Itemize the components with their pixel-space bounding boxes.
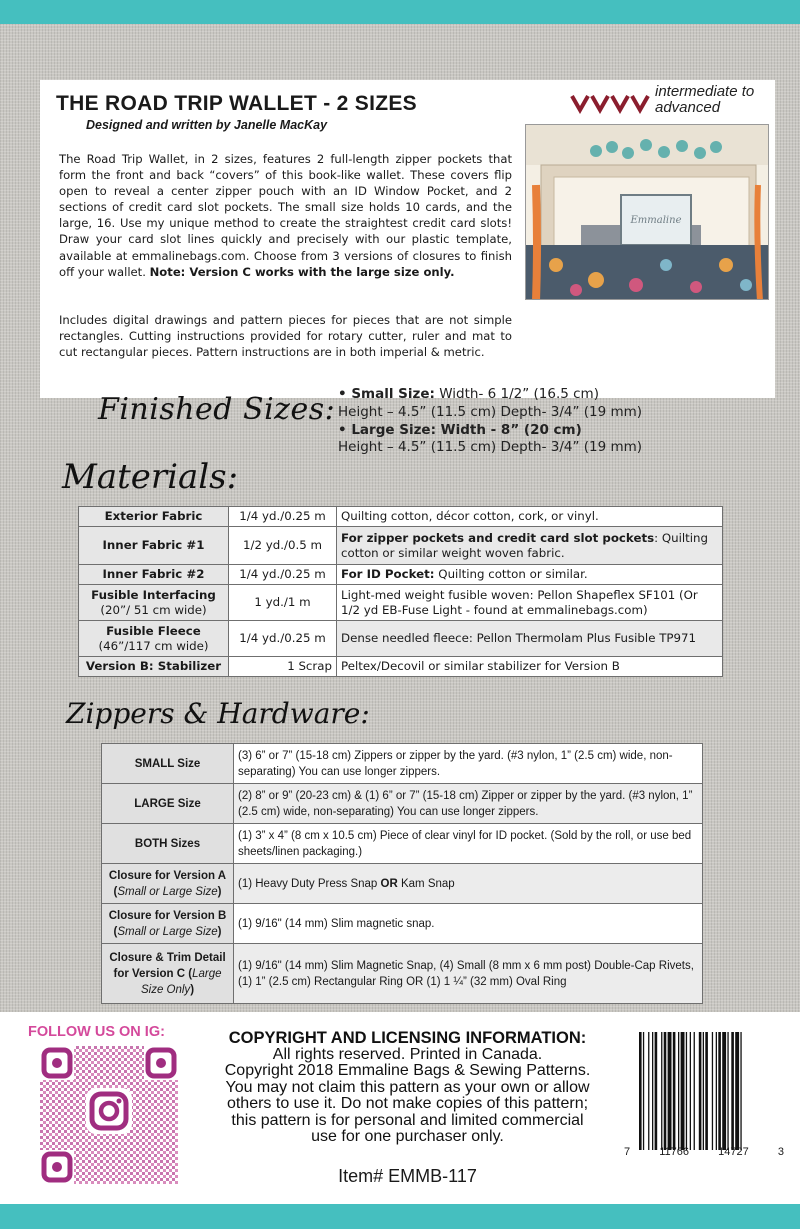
large-size-dimensions: Height – 4.5” (11.5 cm) Depth- 3/4” (19 mm): [338, 439, 643, 456]
hardware-name: Closure for Version A (Small or Large Size): [102, 864, 234, 904]
hardware-name: Closure & Trim Detail for Version C (Large Size Only): [102, 944, 234, 1004]
item-number: Item# EMMB-117: [338, 1166, 477, 1186]
page-subtitle: Designed and written by Janelle MacKay: [86, 118, 328, 132]
small-size-dimensions: Height – 4.5” (11.5 cm) Depth- 3/4” (19 mm): [338, 403, 643, 420]
barcode-digits: [624, 1146, 784, 1158]
bottom-teal-band: [0, 1204, 800, 1229]
material-qty: 1/4 yd./0.25 m: [229, 507, 337, 527]
material-desc-text: Dense needled fleece: Pellon Thermolam Plus Fusible TP971: [341, 631, 697, 645]
zippers-hardware-table: [101, 743, 703, 1004]
material-desc: [337, 621, 723, 657]
material-desc-bold: For zipper pockets and credit card slot pockets: [341, 530, 655, 545]
barcode-digit-group: 14727: [718, 1146, 749, 1158]
table-row: [79, 565, 723, 585]
copyright-line: Copyright 2018 Emmaline Bags & Sewing Patterns.: [224, 1062, 591, 1079]
intro-paragraph: [59, 151, 512, 280]
barcode-digit-group: 3: [777, 1146, 784, 1158]
material-name-line2: (46”/117 cm wide): [98, 638, 209, 653]
large-size-line: [338, 422, 758, 440]
copyright-line: You may not claim this pattern as your own or allow: [225, 1078, 590, 1096]
hardware-desc: [234, 864, 703, 904]
hardware-name: SMALL Size: [102, 744, 234, 784]
intro-paragraph-2: Includes digital drawings and pattern pieces for pieces that are not simple rectangles. Cutting instructions provided for rotary cutter, ruler and mat to cut rectangular pieces. Pattern instructions are in both imperial & metric.: [59, 313, 512, 360]
material-qty: 1/2 yd./0.5 m: [229, 527, 337, 565]
table-row: [79, 507, 723, 527]
material-desc: [337, 657, 723, 677]
barcode-digit-group: 11766: [659, 1146, 690, 1158]
svg-text:Emmaline: Emmaline: [630, 215, 682, 226]
material-name-line2: (20”/ 51 cm wide): [100, 602, 207, 617]
material-desc-bold: For ID Pocket:: [341, 567, 435, 581]
intro-text: The Road Trip Wallet, in 2 sizes, features 2 full-length zipper pockets that form the front and back “covers” of this book-like wallet. These covers flip open to reveal a center zipper pouch with an ID Window Pocket, and 2 sections of credit card slot pockets. The small size holds 10 cards, and the large, 16. Use my unique method to create the straightest credit card slots! Draw your card slot lines quickly and precisely with our plastic template, available at emmalinebags.com. Choose from 3 versions of closures to finish off your wallet.: [59, 152, 512, 279]
small-size-width: Width- 6 1/2” (16.5 cm): [434, 386, 599, 402]
finished-sizes-heading: Finished Sizes:: [98, 392, 336, 427]
material-desc-text: Quilting cotton or similar.: [434, 567, 588, 581]
hardware-desc: (2) 8” or 9” (20-23 cm) & (1) 6” or 7” (15-18 cm) Zipper or zipper by the yard. (#3 nylon, 1” (2.5 cm) wide, non-separating) You can use longer zippers.: [234, 784, 703, 824]
material-qty: 1 yd./1 m: [229, 585, 337, 621]
material-name: [79, 585, 229, 621]
hardware-name-main: Closure for Version B: [108, 909, 227, 922]
table-row: [102, 864, 703, 904]
finished-sizes-list: [338, 386, 758, 457]
material-desc: [337, 585, 723, 621]
wallet-photo: [525, 124, 769, 300]
material-name-line1: Fusible Fleece: [106, 623, 201, 638]
material-name-line1: Fusible Interfacing: [91, 587, 216, 602]
material-desc: [337, 507, 723, 527]
hardware-name-main: Closure & Trim Detail for Version C: [109, 951, 226, 980]
material-desc: [337, 527, 723, 565]
table-row: [102, 904, 703, 944]
hardware-name: LARGE Size: [102, 784, 234, 824]
hardware-name: BOTH Sizes: [102, 824, 234, 864]
hardware-desc: (3) 6” or 7” (15-18 cm) Zippers or zipper by the yard. (#3 nylon, 1” (2.5 cm) wide, non-separating) You can use longer zippers.: [234, 744, 703, 784]
wallet-illustration: [526, 125, 769, 300]
table-row: [102, 824, 703, 864]
skill-level-arrows-icon: [570, 92, 650, 114]
follow-us-label: FOLLOW US ON IG:: [28, 1024, 165, 1040]
material-name: Inner Fabric #2: [79, 565, 229, 585]
barcode-icon: [637, 1032, 780, 1154]
barcode-digit-group: 7: [624, 1146, 631, 1158]
hardware-name: Closure for Version B (Small or Large Size): [102, 904, 234, 944]
hardware-name-sub: Small or Large Size: [117, 885, 218, 898]
hardware-name-sub: Small or Large Size: [117, 925, 218, 938]
table-row: [102, 784, 703, 824]
materials-heading: Materials:: [62, 457, 239, 497]
skill-level-label: intermediate to advanced: [655, 83, 755, 116]
material-name: Exterior Fabric: [79, 507, 229, 527]
hardware-name-sub: Large Size Only: [140, 967, 222, 996]
hardware-desc: (1) 9/16" (14 mm) Slim Magnetic Snap, (4) Small (8 mm x 6 mm post) Double-Cap Rivets, (1) 1” (2.5 cm) Rectangular Ring OR (1) 1 ¼” (32 mm) Oval Ring: [234, 944, 703, 1004]
material-name: Version B: Stabilizer: [79, 657, 229, 677]
copyright-line: others to use it. Do not make copies of this pattern;: [226, 1095, 589, 1112]
small-size-label: • Small Size:: [338, 386, 435, 402]
copyright-line: use for one purchaser only.: [311, 1128, 504, 1145]
top-teal-band: [0, 0, 800, 24]
hardware-desc: (1) 9/16" (14 mm) Slim magnetic snap.: [234, 904, 703, 944]
material-desc-text: Peltex/Decovil or similar stabilizer for Version B: [341, 659, 620, 673]
material-qty: 1/4 yd./0.25 m: [229, 565, 337, 585]
table-row: [79, 527, 723, 565]
page-title: THE ROAD TRIP WALLET - 2 SIZES: [56, 92, 417, 115]
material-desc-text: : Quilting cotton or similar weight woven fabric.: [341, 530, 709, 560]
intro-note: Note: Version C works with the large size only.: [149, 264, 455, 279]
hardware-desc-bold: OR: [380, 877, 398, 890]
hardware-desc: (1) 3” x 4” (8 cm x 10.5 cm) Piece of clear vinyl for ID pocket. (Sold by the roll, or use bed sheets/linen packaging.): [234, 824, 703, 864]
table-row: [79, 657, 723, 677]
table-row: [102, 944, 703, 1004]
copyright-line: this pattern is for personal and limited commercial: [231, 1111, 584, 1129]
material-qty: 1/4 yd./0.25 m: [229, 621, 337, 657]
small-size-line: [338, 386, 758, 404]
large-size-width: Width - 8” (20 cm): [435, 421, 582, 438]
material-name: [79, 621, 229, 657]
copyright-line: All rights reserved. Printed in Canada.: [272, 1045, 543, 1063]
material-desc-text: Quilting cotton, décor cotton, cork, or vinyl.: [341, 509, 599, 523]
large-size-label: • Large Size:: [338, 421, 436, 438]
qr-code-icon: [40, 1046, 178, 1184]
materials-table: [78, 506, 723, 677]
copyright-heading: COPYRIGHT AND LICENSING INFORMATION:: [228, 1029, 587, 1047]
hardware-desc-pre: (1) Heavy Duty Press Snap: [238, 877, 381, 890]
copyright-block: [205, 1030, 610, 1146]
hardware-name-main: Closure for Version A: [108, 869, 227, 882]
table-row: [79, 585, 723, 621]
material-qty: 1 Scrap: [229, 657, 337, 677]
table-row: [79, 621, 723, 657]
material-desc-text: Light-med weight fusible woven: Pellon Shapeflex SF101 (Or 1/2 yd EB-Fuse Light - found at emmalinebags.com): [341, 587, 698, 617]
zippers-hardware-heading: Zippers & Hardware:: [66, 697, 370, 730]
material-name: Inner Fabric #1: [79, 527, 229, 565]
hardware-desc-post: Kam Snap: [397, 877, 455, 890]
table-row: [102, 744, 703, 784]
material-desc: [337, 565, 723, 585]
